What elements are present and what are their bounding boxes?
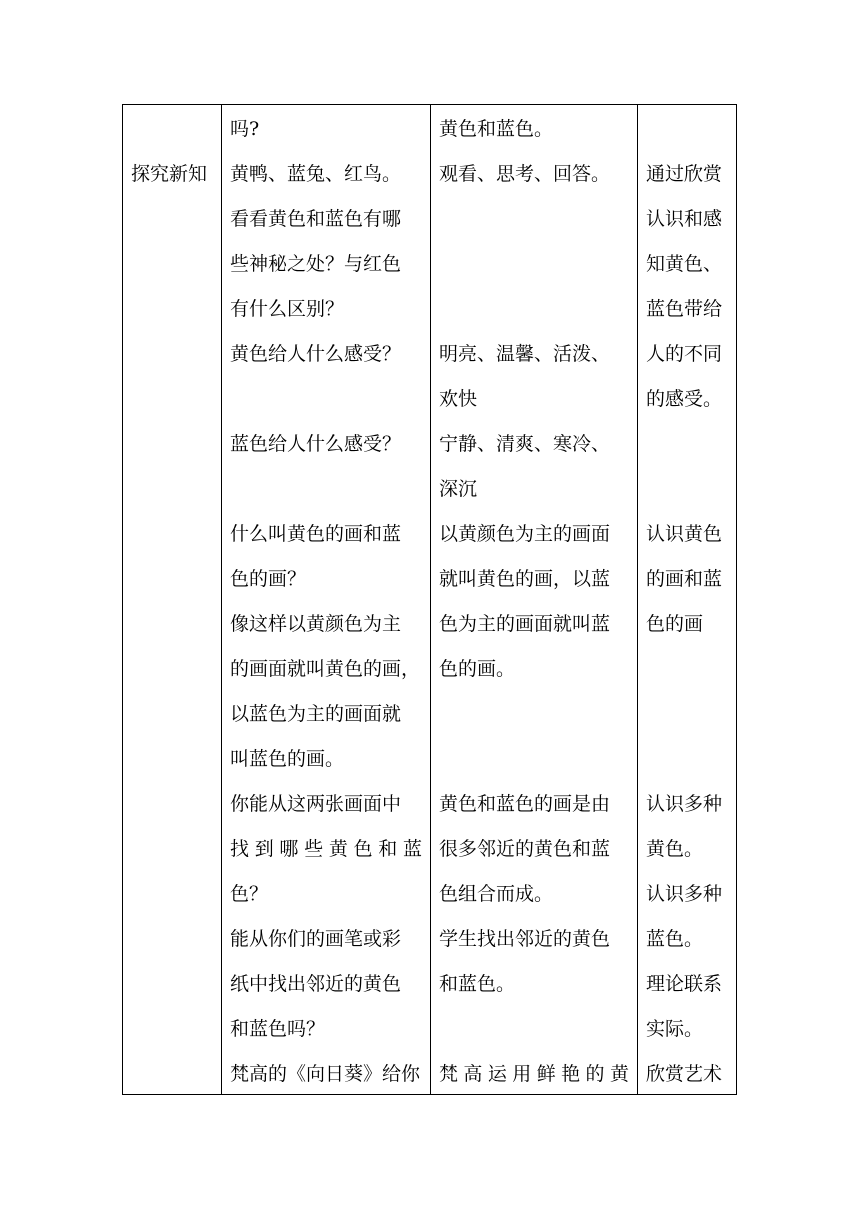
intent-line: 认识黄色	[646, 523, 723, 545]
student-line: 和蓝色。	[439, 973, 516, 995]
student-line: 学生找出邻近的黄色	[439, 928, 611, 950]
intent-line: 实际。	[646, 1018, 704, 1040]
student-line: 观看、思考、回答。	[439, 163, 611, 185]
column-divider	[637, 105, 638, 1094]
student-line: 色为主的画面就叫蓝	[439, 613, 611, 635]
teacher-line: 黄鸭、蓝兔、红鸟。	[230, 163, 402, 185]
student-line: 宁静、清爽、寒冷、	[439, 433, 611, 455]
intent-line: 人的不同	[646, 343, 723, 365]
teacher-line: 色的画？	[230, 568, 307, 590]
intent-line: 认识和感	[646, 208, 723, 230]
teacher-line: 梵高的《向日葵》给你	[230, 1063, 421, 1085]
teacher-line: 找到哪些黄色和蓝	[230, 838, 422, 860]
teacher-line: 些神秘之处？与红色	[230, 253, 402, 275]
teacher-line: 蓝色给人什么感受？	[230, 433, 402, 455]
intent-line: 知黄色、	[646, 253, 723, 275]
intent-line: 通过欣赏	[646, 163, 723, 185]
teacher-line: 吗?	[230, 118, 260, 140]
teacher-line: 叫蓝色的画。	[230, 748, 345, 770]
teacher-line: 像这样以黄颜色为主	[230, 613, 402, 635]
teacher-line: 有什么区别？	[230, 298, 345, 320]
student-line: 黄色和蓝色。	[439, 118, 554, 140]
student-line: 很多邻近的黄色和蓝	[439, 838, 611, 860]
student-line: 黄色和蓝色的画是由	[439, 793, 611, 815]
student-line: 欢快	[439, 388, 478, 410]
teacher-line: 能从你们的画笔或彩	[230, 928, 402, 950]
student-line: 色组合而成。	[439, 883, 554, 905]
intent-line: 的画和蓝	[646, 568, 723, 590]
teacher-line: 以蓝色为主的画面就	[230, 703, 402, 725]
teacher-line: 你能从这两张画面中	[230, 793, 402, 815]
intent-line: 理论联系	[646, 973, 723, 995]
teacher-line: 和蓝色吗？	[230, 1018, 326, 1040]
teacher-line: 色？	[230, 883, 269, 905]
student-line: 就叫黄色的画，以蓝	[439, 568, 611, 590]
student-line: 梵高运用鲜艳的黄	[439, 1063, 629, 1085]
intent-line: 蓝色带给	[646, 298, 723, 320]
teacher-line: 什么叫黄色的画和蓝	[230, 523, 402, 545]
column-divider	[221, 105, 222, 1094]
intent-line: 认识多种	[646, 883, 723, 905]
student-line: 色的画。	[439, 658, 516, 680]
student-line: 明亮、温馨、活泼、	[439, 343, 611, 365]
teacher-line: 的画面就叫黄色的画，	[230, 658, 421, 680]
teacher-line: 黄色给人什么感受？	[230, 343, 402, 365]
intent-line: 黄色。	[646, 838, 704, 860]
student-line: 深沉	[439, 478, 478, 500]
column-divider	[430, 105, 431, 1094]
teacher-line: 纸中找出邻近的黄色	[230, 973, 402, 995]
intent-line: 欣赏艺术	[646, 1063, 723, 1085]
stage-label: 探究新知	[131, 163, 208, 185]
intent-line: 色的画	[646, 613, 704, 635]
lesson-plan-table	[122, 104, 737, 1095]
intent-line: 认识多种	[646, 793, 723, 815]
teacher-line: 看看黄色和蓝色有哪	[230, 208, 402, 230]
student-line: 以黄颜色为主的画面	[439, 523, 611, 545]
intent-line: 蓝色。	[646, 928, 704, 950]
intent-line: 的感受。	[646, 388, 723, 410]
